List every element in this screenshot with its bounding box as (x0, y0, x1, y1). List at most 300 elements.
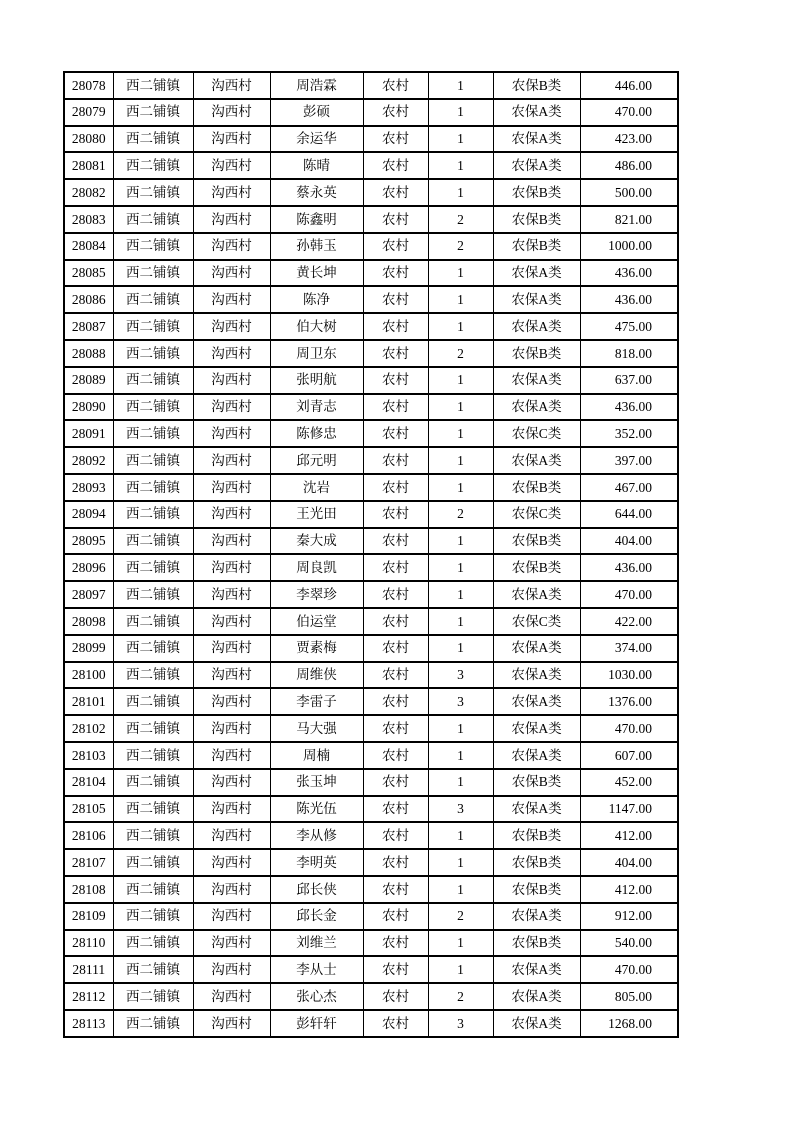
cell-village: 沟西村 (193, 501, 270, 528)
table-row (64, 688, 678, 715)
cell-seq: 28108 (64, 876, 113, 903)
cell-insurance-class: 农保A类 (493, 99, 580, 126)
table-row (64, 715, 678, 742)
cell-residence-type: 农村 (363, 394, 428, 421)
cell-seq: 28080 (64, 126, 113, 153)
cell-residence-type: 农村 (363, 233, 428, 260)
cell-insurance-class: 农保A类 (493, 688, 580, 715)
cell-insurance-class: 农保A类 (493, 286, 580, 313)
cell-residence-type: 农村 (363, 286, 428, 313)
cell-town: 西二铺镇 (113, 983, 193, 1010)
cell-town: 西二铺镇 (113, 99, 193, 126)
cell-village: 沟西村 (193, 635, 270, 662)
cell-residence-type: 农村 (363, 313, 428, 340)
cell-residence-type: 农村 (363, 903, 428, 930)
cell-insurance-class: 农保A类 (493, 742, 580, 769)
cell-town: 西二铺镇 (113, 206, 193, 233)
table-row (64, 99, 678, 126)
cell-town: 西二铺镇 (113, 367, 193, 394)
cell-name: 张明航 (270, 367, 363, 394)
cell-person-count: 3 (428, 1010, 493, 1037)
cell-village: 沟西村 (193, 983, 270, 1010)
cell-seq: 28113 (64, 1010, 113, 1037)
table-row (64, 233, 678, 260)
cell-name: 李翠珍 (270, 581, 363, 608)
cell-village: 沟西村 (193, 930, 270, 957)
cell-name: 陈净 (270, 286, 363, 313)
cell-name: 邱元明 (270, 447, 363, 474)
cell-seq: 28099 (64, 635, 113, 662)
cell-amount: 644.00 (580, 501, 678, 528)
cell-name: 周卫东 (270, 340, 363, 367)
cell-town: 西二铺镇 (113, 715, 193, 742)
cell-insurance-class: 农保B类 (493, 849, 580, 876)
cell-insurance-class: 农保B类 (493, 769, 580, 796)
cell-town: 西二铺镇 (113, 420, 193, 447)
cell-residence-type: 农村 (363, 72, 428, 99)
cell-amount: 446.00 (580, 72, 678, 99)
cell-person-count: 1 (428, 849, 493, 876)
cell-residence-type: 农村 (363, 340, 428, 367)
cell-person-count: 1 (428, 581, 493, 608)
cell-insurance-class: 农保A类 (493, 126, 580, 153)
table-row (64, 635, 678, 662)
cell-amount: 436.00 (580, 286, 678, 313)
cell-residence-type: 农村 (363, 1010, 428, 1037)
cell-residence-type: 农村 (363, 179, 428, 206)
cell-residence-type: 农村 (363, 849, 428, 876)
cell-person-count: 1 (428, 447, 493, 474)
cell-amount: 470.00 (580, 581, 678, 608)
cell-residence-type: 农村 (363, 501, 428, 528)
cell-person-count: 1 (428, 635, 493, 662)
cell-insurance-class: 农保B类 (493, 554, 580, 581)
cell-person-count: 1 (428, 930, 493, 957)
cell-town: 西二铺镇 (113, 528, 193, 555)
table-row (64, 72, 678, 99)
cell-name: 刘维兰 (270, 930, 363, 957)
cell-amount: 470.00 (580, 99, 678, 126)
cell-person-count: 1 (428, 126, 493, 153)
cell-name: 余运华 (270, 126, 363, 153)
cell-residence-type: 农村 (363, 260, 428, 287)
cell-town: 西二铺镇 (113, 152, 193, 179)
cell-seq: 28112 (64, 983, 113, 1010)
cell-village: 沟西村 (193, 233, 270, 260)
cell-person-count: 2 (428, 983, 493, 1010)
cell-residence-type: 农村 (363, 474, 428, 501)
cell-seq: 28101 (64, 688, 113, 715)
cell-name: 伯大树 (270, 313, 363, 340)
cell-town: 西二铺镇 (113, 233, 193, 260)
cell-amount: 486.00 (580, 152, 678, 179)
cell-town: 西二铺镇 (113, 501, 193, 528)
cell-residence-type: 农村 (363, 635, 428, 662)
cell-person-count: 1 (428, 876, 493, 903)
cell-town: 西二铺镇 (113, 126, 193, 153)
cell-name: 李从修 (270, 822, 363, 849)
cell-name: 李明英 (270, 849, 363, 876)
cell-amount: 422.00 (580, 608, 678, 635)
cell-residence-type: 农村 (363, 447, 428, 474)
table-row (64, 340, 678, 367)
table-row (64, 179, 678, 206)
cell-person-count: 1 (428, 72, 493, 99)
cell-name: 陈修忠 (270, 420, 363, 447)
cell-name: 陈鑫明 (270, 206, 363, 233)
cell-insurance-class: 农保A类 (493, 956, 580, 983)
cell-name: 张心杰 (270, 983, 363, 1010)
cell-residence-type: 农村 (363, 983, 428, 1010)
cell-amount: 436.00 (580, 394, 678, 421)
cell-village: 沟西村 (193, 1010, 270, 1037)
cell-name: 孙韩玉 (270, 233, 363, 260)
cell-name: 周良凯 (270, 554, 363, 581)
cell-insurance-class: 农保C类 (493, 608, 580, 635)
cell-insurance-class: 农保A类 (493, 313, 580, 340)
cell-residence-type: 农村 (363, 206, 428, 233)
cell-insurance-class: 农保B类 (493, 876, 580, 903)
cell-amount: 1147.00 (580, 796, 678, 823)
cell-village: 沟西村 (193, 849, 270, 876)
cell-amount: 607.00 (580, 742, 678, 769)
cell-seq: 28089 (64, 367, 113, 394)
cell-insurance-class: 农保A类 (493, 447, 580, 474)
cell-name: 陈晴 (270, 152, 363, 179)
cell-insurance-class: 农保B类 (493, 822, 580, 849)
cell-person-count: 1 (428, 152, 493, 179)
cell-name: 沈岩 (270, 474, 363, 501)
cell-seq: 28087 (64, 313, 113, 340)
cell-person-count: 3 (428, 662, 493, 689)
cell-insurance-class: 农保A类 (493, 1010, 580, 1037)
cell-town: 西二铺镇 (113, 822, 193, 849)
table-row (64, 1010, 678, 1037)
cell-person-count: 1 (428, 769, 493, 796)
table-row (64, 822, 678, 849)
cell-residence-type: 农村 (363, 608, 428, 635)
cell-seq: 28103 (64, 742, 113, 769)
table-row (64, 447, 678, 474)
cell-insurance-class: 农保A类 (493, 635, 580, 662)
cell-amount: 412.00 (580, 876, 678, 903)
table-row (64, 206, 678, 233)
cell-town: 西二铺镇 (113, 688, 193, 715)
cell-name: 秦大成 (270, 528, 363, 555)
cell-name: 刘青志 (270, 394, 363, 421)
cell-name: 王光田 (270, 501, 363, 528)
cell-person-count: 1 (428, 367, 493, 394)
cell-person-count: 3 (428, 688, 493, 715)
cell-town: 西二铺镇 (113, 554, 193, 581)
cell-person-count: 1 (428, 394, 493, 421)
cell-village: 沟西村 (193, 903, 270, 930)
cell-seq: 28095 (64, 528, 113, 555)
table-row (64, 876, 678, 903)
cell-name: 黄长坤 (270, 260, 363, 287)
cell-village: 沟西村 (193, 152, 270, 179)
cell-village: 沟西村 (193, 956, 270, 983)
cell-name: 蔡永英 (270, 179, 363, 206)
cell-residence-type: 农村 (363, 554, 428, 581)
cell-seq: 28078 (64, 72, 113, 99)
cell-insurance-class: 农保A类 (493, 983, 580, 1010)
cell-insurance-class: 农保A类 (493, 260, 580, 287)
cell-name: 张玉坤 (270, 769, 363, 796)
cell-amount: 805.00 (580, 983, 678, 1010)
cell-name: 陈光伍 (270, 796, 363, 823)
cell-seq: 28100 (64, 662, 113, 689)
cell-town: 西二铺镇 (113, 286, 193, 313)
cell-amount: 1030.00 (580, 662, 678, 689)
cell-town: 西二铺镇 (113, 742, 193, 769)
cell-village: 沟西村 (193, 474, 270, 501)
table-row (64, 420, 678, 447)
cell-person-count: 1 (428, 99, 493, 126)
cell-seq: 28105 (64, 796, 113, 823)
cell-seq: 28092 (64, 447, 113, 474)
cell-town: 西二铺镇 (113, 876, 193, 903)
cell-village: 沟西村 (193, 286, 270, 313)
cell-town: 西二铺镇 (113, 849, 193, 876)
cell-amount: 452.00 (580, 769, 678, 796)
cell-seq: 28104 (64, 769, 113, 796)
cell-town: 西二铺镇 (113, 581, 193, 608)
records-table (63, 71, 679, 1038)
cell-town: 西二铺镇 (113, 662, 193, 689)
cell-insurance-class: 农保B类 (493, 340, 580, 367)
cell-person-count: 1 (428, 715, 493, 742)
cell-seq: 28082 (64, 179, 113, 206)
cell-village: 沟西村 (193, 796, 270, 823)
cell-person-count: 1 (428, 608, 493, 635)
cell-insurance-class: 农保B类 (493, 528, 580, 555)
table-row (64, 581, 678, 608)
cell-village: 沟西村 (193, 394, 270, 421)
cell-residence-type: 农村 (363, 367, 428, 394)
cell-town: 西二铺镇 (113, 608, 193, 635)
cell-person-count: 2 (428, 903, 493, 930)
cell-person-count: 2 (428, 501, 493, 528)
cell-person-count: 2 (428, 206, 493, 233)
table-row (64, 394, 678, 421)
cell-amount: 1268.00 (580, 1010, 678, 1037)
cell-person-count: 2 (428, 233, 493, 260)
table-row (64, 528, 678, 555)
cell-residence-type: 农村 (363, 688, 428, 715)
cell-insurance-class: 农保B类 (493, 179, 580, 206)
cell-village: 沟西村 (193, 72, 270, 99)
cell-seq: 28096 (64, 554, 113, 581)
cell-name: 李雷子 (270, 688, 363, 715)
records-table-body (64, 72, 678, 1037)
cell-amount: 412.00 (580, 822, 678, 849)
cell-village: 沟西村 (193, 742, 270, 769)
cell-village: 沟西村 (193, 126, 270, 153)
cell-seq: 28084 (64, 233, 113, 260)
cell-insurance-class: 农保A类 (493, 903, 580, 930)
cell-seq: 28083 (64, 206, 113, 233)
cell-seq: 28094 (64, 501, 113, 528)
cell-town: 西二铺镇 (113, 796, 193, 823)
cell-village: 沟西村 (193, 206, 270, 233)
cell-amount: 423.00 (580, 126, 678, 153)
cell-village: 沟西村 (193, 447, 270, 474)
table-row (64, 126, 678, 153)
cell-village: 沟西村 (193, 340, 270, 367)
cell-village: 沟西村 (193, 876, 270, 903)
cell-person-count: 2 (428, 340, 493, 367)
cell-seq: 28081 (64, 152, 113, 179)
cell-residence-type: 农村 (363, 796, 428, 823)
cell-insurance-class: 农保B类 (493, 206, 580, 233)
cell-town: 西二铺镇 (113, 474, 193, 501)
cell-residence-type: 农村 (363, 528, 428, 555)
cell-village: 沟西村 (193, 662, 270, 689)
cell-seq: 28098 (64, 608, 113, 635)
cell-village: 沟西村 (193, 313, 270, 340)
cell-residence-type: 农村 (363, 876, 428, 903)
cell-seq: 28079 (64, 99, 113, 126)
cell-amount: 436.00 (580, 260, 678, 287)
cell-village: 沟西村 (193, 608, 270, 635)
cell-name: 马大强 (270, 715, 363, 742)
cell-insurance-class: 农保C类 (493, 501, 580, 528)
cell-seq: 28091 (64, 420, 113, 447)
cell-name: 周浩霖 (270, 72, 363, 99)
cell-insurance-class: 农保B类 (493, 474, 580, 501)
cell-town: 西二铺镇 (113, 394, 193, 421)
table-row (64, 849, 678, 876)
cell-name: 邱长侠 (270, 876, 363, 903)
cell-person-count: 1 (428, 286, 493, 313)
table-row (64, 662, 678, 689)
cell-person-count: 1 (428, 956, 493, 983)
cell-village: 沟西村 (193, 554, 270, 581)
cell-amount: 1000.00 (580, 233, 678, 260)
cell-amount: 467.00 (580, 474, 678, 501)
cell-amount: 637.00 (580, 367, 678, 394)
cell-amount: 470.00 (580, 715, 678, 742)
cell-amount: 374.00 (580, 635, 678, 662)
cell-town: 西二铺镇 (113, 447, 193, 474)
cell-village: 沟西村 (193, 367, 270, 394)
table-row (64, 313, 678, 340)
cell-amount: 1376.00 (580, 688, 678, 715)
cell-person-count: 1 (428, 554, 493, 581)
cell-seq: 28088 (64, 340, 113, 367)
cell-seq: 28085 (64, 260, 113, 287)
cell-name: 周维侠 (270, 662, 363, 689)
cell-name: 彭轩轩 (270, 1010, 363, 1037)
cell-residence-type: 农村 (363, 420, 428, 447)
cell-person-count: 1 (428, 742, 493, 769)
table-row (64, 260, 678, 287)
cell-name: 周楠 (270, 742, 363, 769)
cell-insurance-class: 农保A类 (493, 662, 580, 689)
cell-amount: 436.00 (580, 554, 678, 581)
cell-village: 沟西村 (193, 822, 270, 849)
cell-person-count: 1 (428, 420, 493, 447)
cell-amount: 818.00 (580, 340, 678, 367)
cell-town: 西二铺镇 (113, 903, 193, 930)
cell-person-count: 1 (428, 313, 493, 340)
table-row (64, 903, 678, 930)
cell-insurance-class: 农保A类 (493, 715, 580, 742)
cell-town: 西二铺镇 (113, 635, 193, 662)
cell-town: 西二铺镇 (113, 930, 193, 957)
cell-town: 西二铺镇 (113, 72, 193, 99)
cell-amount: 500.00 (580, 179, 678, 206)
cell-village: 沟西村 (193, 581, 270, 608)
cell-village: 沟西村 (193, 769, 270, 796)
cell-residence-type: 农村 (363, 662, 428, 689)
cell-insurance-class: 农保B类 (493, 72, 580, 99)
cell-amount: 821.00 (580, 206, 678, 233)
table-row (64, 608, 678, 635)
cell-seq: 28106 (64, 822, 113, 849)
cell-person-count: 1 (428, 260, 493, 287)
cell-name: 贾素梅 (270, 635, 363, 662)
cell-residence-type: 农村 (363, 956, 428, 983)
cell-seq: 28102 (64, 715, 113, 742)
cell-village: 沟西村 (193, 715, 270, 742)
cell-amount: 912.00 (580, 903, 678, 930)
cell-residence-type: 农村 (363, 742, 428, 769)
cell-residence-type: 农村 (363, 822, 428, 849)
table-row (64, 983, 678, 1010)
table-row (64, 286, 678, 313)
cell-person-count: 3 (428, 796, 493, 823)
cell-seq: 28107 (64, 849, 113, 876)
cell-residence-type: 农村 (363, 581, 428, 608)
cell-residence-type: 农村 (363, 715, 428, 742)
cell-person-count: 1 (428, 822, 493, 849)
cell-insurance-class: 农保A类 (493, 796, 580, 823)
cell-town: 西二铺镇 (113, 956, 193, 983)
cell-village: 沟西村 (193, 528, 270, 555)
table-row (64, 956, 678, 983)
cell-amount: 404.00 (580, 849, 678, 876)
cell-amount: 352.00 (580, 420, 678, 447)
cell-insurance-class: 农保C类 (493, 420, 580, 447)
cell-seq: 28093 (64, 474, 113, 501)
cell-insurance-class: 农保B类 (493, 233, 580, 260)
cell-town: 西二铺镇 (113, 769, 193, 796)
cell-seq: 28086 (64, 286, 113, 313)
table-row (64, 501, 678, 528)
cell-residence-type: 农村 (363, 769, 428, 796)
cell-residence-type: 农村 (363, 126, 428, 153)
cell-amount: 540.00 (580, 930, 678, 957)
cell-seq: 28110 (64, 930, 113, 957)
cell-seq: 28109 (64, 903, 113, 930)
cell-residence-type: 农村 (363, 99, 428, 126)
cell-insurance-class: 农保A类 (493, 581, 580, 608)
cell-person-count: 1 (428, 179, 493, 206)
cell-seq: 28097 (64, 581, 113, 608)
cell-village: 沟西村 (193, 688, 270, 715)
cell-name: 彭硕 (270, 99, 363, 126)
cell-amount: 397.00 (580, 447, 678, 474)
cell-amount: 475.00 (580, 313, 678, 340)
cell-town: 西二铺镇 (113, 1010, 193, 1037)
cell-residence-type: 农村 (363, 152, 428, 179)
cell-insurance-class: 农保A类 (493, 152, 580, 179)
cell-name: 李从士 (270, 956, 363, 983)
table-row (64, 554, 678, 581)
table-row (64, 152, 678, 179)
